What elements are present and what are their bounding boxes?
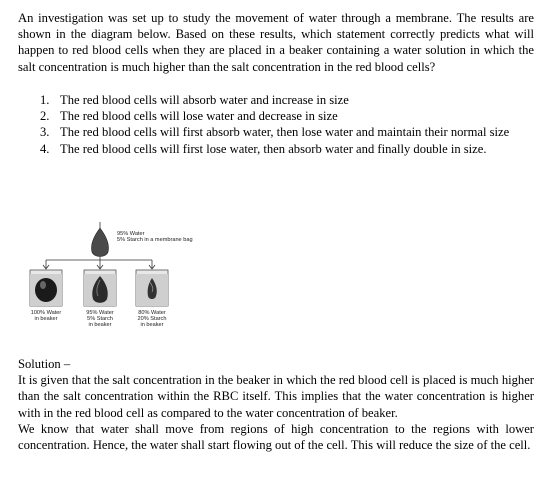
options-list xyxy=(40,92,534,157)
beaker-3-label-line2: 20% Starch xyxy=(137,316,167,322)
solution-heading: Solution – xyxy=(18,357,71,371)
option-3 xyxy=(40,124,534,140)
beaker-2-label-line3: in beaker xyxy=(88,322,112,328)
option-4 xyxy=(40,141,534,157)
option-1 xyxy=(40,92,534,108)
question-text: An investigation was set up to study the movement of water through a membrane. The results are shown in the diagram below. Based on these results, which statement correctly predicts what will happen to red blood cells when they are placed in a beaker containing a water solution in which the salt concentration is much higher than the salt concentration in the red blood cells? xyxy=(18,11,534,74)
beaker-icon xyxy=(84,270,116,306)
beaker-2-label-line1: 95% Water xyxy=(86,310,114,316)
option-number: 3. xyxy=(40,125,50,140)
beaker-2-label-line2: 5% Starch xyxy=(87,316,113,322)
option-text: The red blood cells will first absorb water, then lose water and maintain their normal size xyxy=(60,125,510,140)
option-number: 2. xyxy=(40,109,50,124)
beaker-1-label-line1: 100% Water xyxy=(30,310,62,316)
bag-label-line2: 5% Starch in a membrane bag xyxy=(117,237,193,243)
option-2 xyxy=(40,108,534,124)
option-number: 1. xyxy=(40,93,50,107)
arrows xyxy=(43,256,155,269)
beaker-1-label-line2: in beaker xyxy=(34,316,58,322)
option-text: The red blood cells will first lose water, then absorb water and finally double in size. xyxy=(60,141,487,156)
osmosis-diagram xyxy=(22,222,252,342)
bag-label-line1: 95% Water xyxy=(117,231,145,237)
option-number: 4. xyxy=(40,141,50,156)
beaker-icon xyxy=(30,270,62,306)
beaker-icon xyxy=(136,270,168,306)
solution-paragraph-1: It is given that the salt concentration in the beaker in which the red blood cell is placed is much higher than the salt concentration within the RBC itself. This implies that the water concentration is higher with in the red blood cell as compared to the water concentration of beaker. xyxy=(18,373,534,420)
solution-paragraph-2: We know that water shall move from regions of high concentration to the regions with lower concentration. Hence, the water shall start flowing out of the cell. This will reduce the size of the cell. xyxy=(18,421,534,453)
option-text: The red blood cells will lose water and decrease in size xyxy=(60,109,338,124)
option-text: The red blood cells will absorb water and increase in size xyxy=(60,93,349,107)
membrane-bag-icon xyxy=(91,222,108,257)
beaker-3-label-line3: in beaker xyxy=(140,322,164,328)
beaker-3-label-line1: 80% Water xyxy=(138,310,166,316)
solution-section xyxy=(18,356,534,453)
